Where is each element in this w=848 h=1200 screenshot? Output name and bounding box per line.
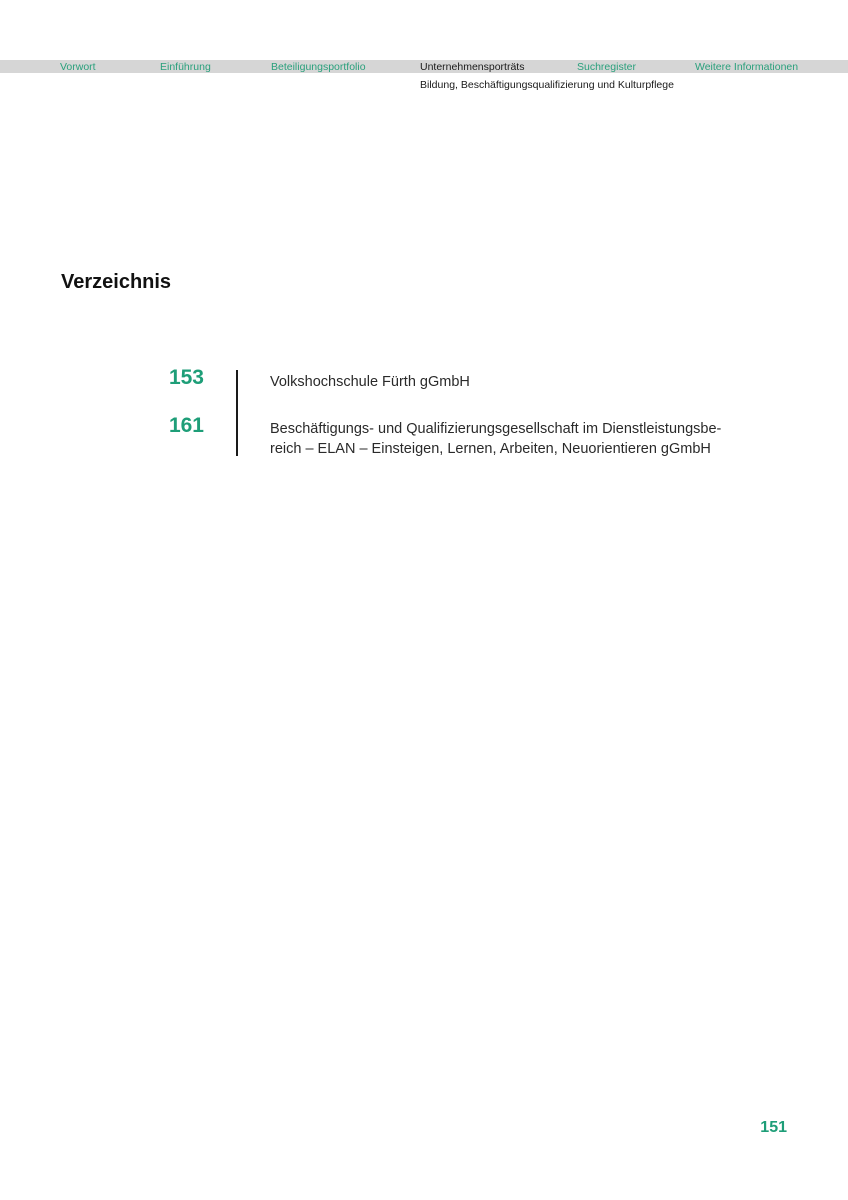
toc-entry-title[interactable] bbox=[270, 372, 470, 392]
page-number: 151 bbox=[760, 1119, 787, 1136]
toc-entry-title[interactable] bbox=[270, 419, 721, 459]
nav-item-beteiligungsportfolio[interactable]: Beteiligungsportfolio bbox=[271, 61, 366, 73]
nav-item-einfuehrung[interactable]: Einführung bbox=[160, 61, 211, 73]
nav-item-unternehmensportraets[interactable]: Unternehmensporträts bbox=[420, 61, 525, 73]
toc-entry-title-line: Volkshochschule Fürth gGmbH bbox=[270, 374, 470, 390]
section-nav-bar bbox=[0, 60, 848, 73]
nav-item-vorwort[interactable]: Vorwort bbox=[60, 61, 96, 73]
page-title: Verzeichnis bbox=[61, 271, 172, 293]
nav-item-weitere-informationen[interactable]: Weitere Informationen bbox=[695, 61, 799, 73]
toc-divider bbox=[236, 370, 238, 456]
nav-item-suchregister[interactable]: Suchregister bbox=[577, 61, 636, 73]
toc-entry-page-number[interactable]: 161 bbox=[168, 414, 204, 437]
toc-entry-title-line: Beschäftigungs- und Qualifizierungsgesellschaft im Dienstleistungsbe- bbox=[270, 421, 722, 437]
subsection-label: Bildung, Beschäftigungsqualifizierung und Kulturpflege bbox=[420, 79, 674, 91]
toc-entry-page-number[interactable]: 153 bbox=[168, 366, 204, 389]
toc-entry-title-line: reich – ELAN – Einsteigen, Lernen, Arbeiten, Neuorientieren gGmbH bbox=[270, 441, 711, 457]
